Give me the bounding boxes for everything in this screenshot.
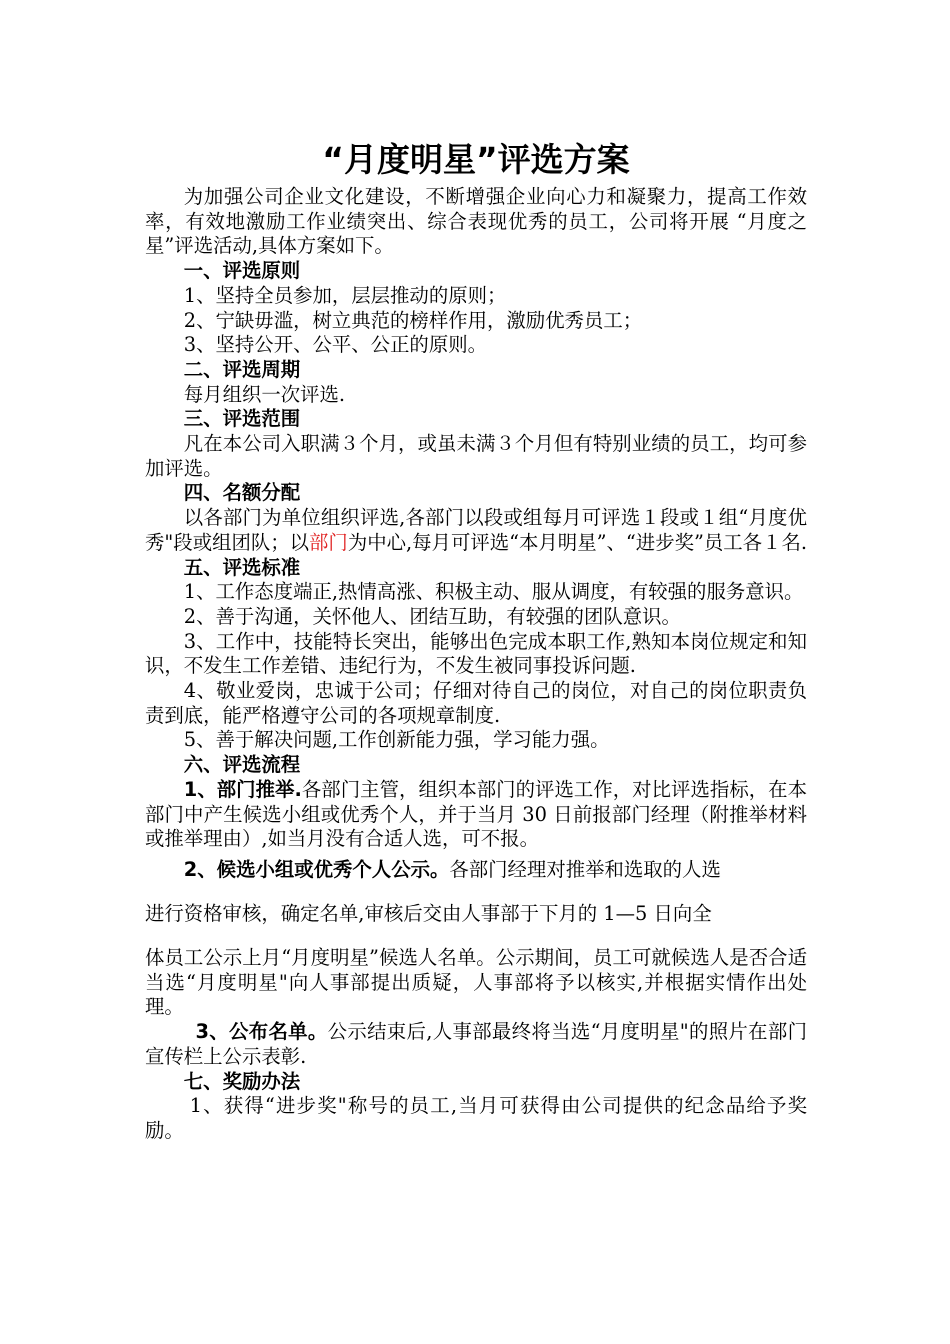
document-title: “月度明星”评选方案 [322, 140, 630, 179]
process-step-3-title: 3、公布名单。 [195, 1020, 328, 1044]
process-step-3 [145, 1020, 807, 1069]
process-step-2-line-1 [145, 852, 807, 888]
quota-text-highlight: 部门 [309, 530, 348, 554]
quota-text-b: 为中心,每月可评选“本月明星”、“进步奖”员工各１名. [347, 530, 808, 554]
criteria-item: 4、敬业爱岗，忠诚于公司；仔细对待自己的岗位，对自己的岗位职责负责到底，能严格遵守公司的各项规章制度. [145, 679, 807, 727]
criteria-item: 3、工作中，技能特长突出，能够出色完成本职工作,熟知本岗位规定和知识，不发生工作差错、违纪行为，不发生被同事投诉问题. [145, 629, 807, 678]
quota-text [145, 506, 807, 555]
section-heading-criteria: 五、评选标准 [183, 555, 301, 579]
process-step-1 [145, 778, 807, 852]
process-step-2-text-1: 各部门经理对推举和选取的人选 [449, 857, 721, 881]
process-step-1-title: 1、部门推举. [183, 777, 302, 801]
section-heading-scope: 三、评选范围 [183, 407, 301, 431]
process-step-2-line-2: 进行资格审核，确定名单,审核后交由人事部于下月的 1—5 日向全 [145, 901, 712, 925]
reward-item: 1、获得“进步奖"称号的员工,当月可获得由公司提供的纪念品给予奖励。 [145, 1094, 807, 1142]
scope-text: 凡在本公司入职满３个月，或虽未满３个月但有特别业绩的员工，均可参加评选。 [145, 432, 807, 480]
criteria-item: 5、善于解决问题,工作创新能力强，学习能力强。 [183, 728, 610, 752]
process-step-2-title: 2、候选小组或优秀个人公示。 [183, 857, 450, 881]
criteria-item: 2、善于沟通，关怀他人、团结互助，有较强的团队意识。 [183, 604, 681, 628]
section-heading-process: 六、评选流程 [183, 753, 301, 777]
process-step-3-text: 公示结束后,人事部最终将当选“月度明星"的照片在部门宣传栏上公示表彰. [145, 1020, 807, 1068]
intro-paragraph: 为加强公司企业文化建设，不断增强企业向心力和凝聚力，提高工作效率，有效地激励工作业绩突出、综合表现优秀的员工，公司将开展 “月度之星”评选活动,具体方案如下。 [145, 185, 807, 258]
section-heading-cycle: 二、评选周期 [183, 357, 301, 381]
document-page [145, 135, 807, 1144]
principle-item: 3、坚持公开、公平、公正的原则。 [183, 333, 487, 357]
cycle-text: 每月组织一次评选. [183, 382, 346, 406]
process-step-2-line-3: 体员工公示上月“月度明星”候选人名单。公示期间，员工可就候选人是否合适当选“月度明星"向人事部提出质疑，人事部将予以核实,并根据实情作出处理。 [145, 945, 807, 1019]
section-heading-quota: 四、名额分配 [183, 481, 301, 505]
section-heading-rewards: 七、奖励办法 [183, 1069, 301, 1093]
principle-item: 2、宁缺毋滥，树立典范的榜样作用，激励优秀员工； [183, 308, 643, 332]
criteria-item: 1、工作态度端正,热情高涨、积极主动、服从调度，有较强的服务意识。 [183, 580, 804, 604]
process-step-1-text: 各部门主管，组织本部门的评选工作，对比评选指标，在本部门中产生候选小组或优秀个人，并于当月 30 日前报部门经理（附推举材料或推举理由）,如当月没有合适人选，可不报。 [145, 777, 808, 851]
section-heading-principles: 一、评选原则 [183, 259, 301, 283]
quota-text-a: 以各部门为单位组织评选,各部门以段或组每月可评选１段或１组“月度优秀"段或组团队；以 [145, 506, 807, 554]
principle-item: 1、坚持全员参加，层层推动的原则； [183, 283, 507, 307]
